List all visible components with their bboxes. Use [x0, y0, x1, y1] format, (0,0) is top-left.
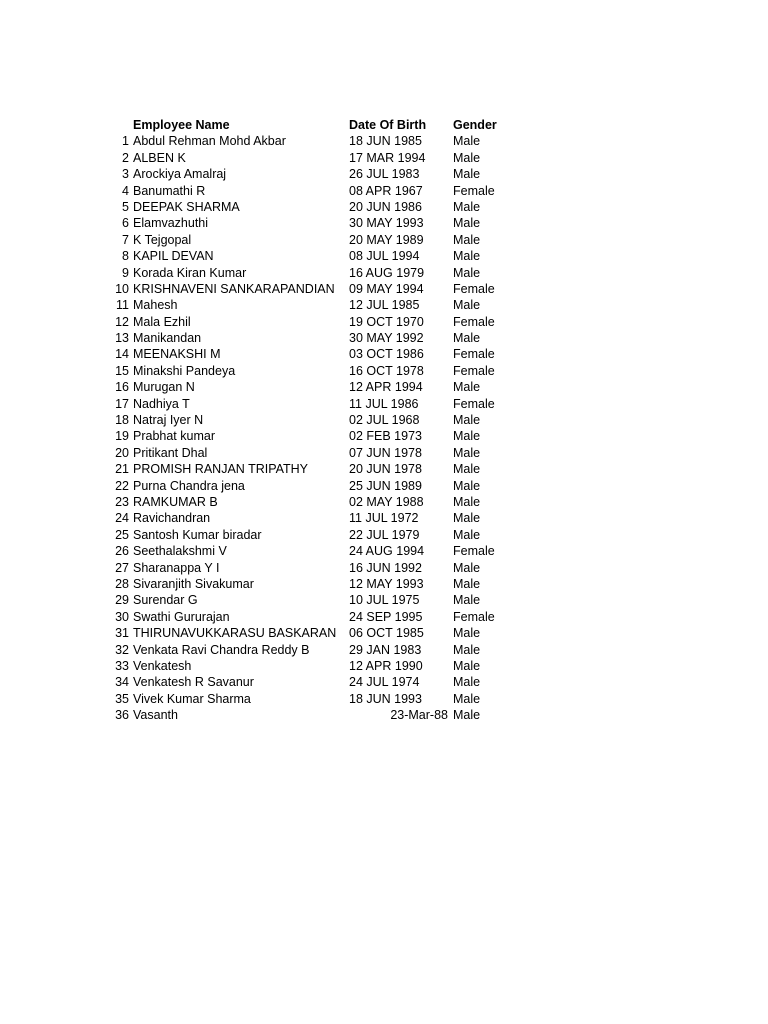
row-number: 19 [115, 429, 129, 444]
row-number: 32 [115, 642, 129, 657]
gender-cell: Male [453, 658, 481, 673]
table-row [104, 428, 524, 444]
employee-name-cell: ALBEN K [133, 150, 186, 165]
gender-cell: Male [453, 249, 481, 264]
table-row [104, 412, 524, 428]
employee-name-cell: Banumathi R [133, 183, 206, 198]
table-row [104, 183, 524, 199]
table-row [104, 330, 524, 346]
gender-cell: Male [453, 708, 481, 723]
employee-name-cell: Elamvazhuthi [133, 216, 209, 231]
gender-cell: Male [453, 691, 481, 706]
employee-name-cell: K Tejgopal [133, 232, 192, 247]
employee-name-cell: MEENAKSHI M [133, 347, 221, 362]
date-of-birth-cell: 24 AUG 1994 [349, 544, 425, 559]
table-row [104, 379, 524, 395]
date-of-birth-cell: 24 JUL 1974 [349, 675, 420, 690]
date-of-birth-cell: 12 APR 1990 [349, 658, 423, 673]
gender-cell: Female [453, 396, 495, 411]
table-row [104, 199, 524, 215]
table-row [104, 674, 524, 690]
date-of-birth-cell: 08 JUL 1994 [349, 249, 420, 264]
employee-name-cell: Venkata Ravi Chandra Reddy B [133, 642, 310, 657]
date-of-birth-cell: 06 OCT 1985 [349, 626, 424, 641]
gender-cell: Male [453, 413, 481, 428]
gender-cell: Male [453, 445, 481, 460]
table-row [104, 543, 524, 559]
employee-name-cell: Ravichandran [133, 511, 211, 526]
table-row [104, 707, 524, 723]
table-row [104, 461, 524, 477]
row-number: 15 [115, 363, 129, 378]
table-body [104, 133, 524, 723]
employee-name-cell: RAMKUMAR B [133, 494, 218, 509]
employee-name-cell: Nadhiya T [133, 396, 190, 411]
employee-name-cell: Venkatesh R Savanur [133, 675, 254, 690]
table-header-row [104, 117, 524, 133]
row-number: 21 [115, 462, 129, 477]
date-of-birth-cell: 08 APR 1967 [349, 183, 423, 198]
gender-cell: Male [453, 380, 481, 395]
table-row [104, 346, 524, 362]
table-row [104, 150, 524, 166]
employee-name-cell: Manikandan [133, 331, 202, 346]
gender-cell: Male [453, 265, 481, 280]
gender-cell: Male [453, 527, 481, 542]
date-of-birth-cell: 29 JAN 1983 [349, 642, 422, 657]
row-number: 18 [115, 413, 129, 428]
table-row [104, 314, 524, 330]
employee-name-cell: PROMISH RANJAN TRIPATHY [133, 462, 309, 477]
date-of-birth-cell: 25 JUN 1989 [349, 478, 422, 493]
row-number: 7 [122, 232, 129, 247]
row-number: 31 [115, 626, 129, 641]
table-row [104, 592, 524, 608]
date-of-birth-cell: 02 MAY 1988 [349, 494, 424, 509]
date-of-birth-cell: 03 OCT 1986 [349, 347, 424, 362]
row-number: 4 [122, 183, 129, 198]
date-of-birth-cell: 18 JUN 1993 [349, 691, 422, 706]
date-of-birth-cell: 20 JUN 1978 [349, 462, 422, 477]
employee-name-cell: KAPIL DEVAN [133, 249, 214, 264]
gender-cell: Female [453, 314, 495, 329]
row-number: 2 [122, 150, 129, 165]
gender-cell: Male [453, 511, 481, 526]
row-number: 12 [115, 314, 129, 329]
gender-cell: Female [453, 363, 495, 378]
employee-name-cell: THIRUNAVUKKARASU BASKARAN [133, 626, 337, 641]
date-of-birth-cell: 22 JUL 1979 [349, 527, 420, 542]
date-of-birth-cell: 02 JUL 1968 [349, 413, 420, 428]
employee-table [104, 117, 524, 723]
table-row [104, 494, 524, 510]
row-number: 9 [122, 265, 129, 280]
table-row [104, 691, 524, 707]
gender-cell: Male [453, 576, 481, 591]
row-number: 11 [116, 298, 129, 313]
employee-name-cell: Murugan N [133, 380, 195, 395]
table-row [104, 265, 524, 281]
table-row [104, 363, 524, 379]
row-number: 1 [122, 134, 129, 149]
date-of-birth-cell: 11 JUL 1972 [349, 511, 419, 526]
gender-cell: Male [453, 462, 481, 477]
row-number: 24 [115, 511, 129, 526]
gender-cell: Male [453, 560, 481, 575]
employee-name-cell: Sivaranjith Sivakumar [133, 576, 254, 591]
row-number: 23 [115, 494, 129, 509]
employee-name-cell: Seethalakshmi V [133, 544, 227, 559]
row-number: 8 [122, 249, 129, 264]
employee-name-cell: Swathi Gururajan [133, 609, 230, 624]
row-number: 33 [115, 658, 129, 673]
table-row [104, 396, 524, 412]
employee-name-cell: Vasanth [133, 708, 178, 723]
gender-cell: Female [453, 347, 495, 362]
employee-name-cell: Surendar G [133, 593, 198, 608]
gender-cell: Male [453, 626, 481, 641]
row-number: 36 [115, 708, 129, 723]
employee-name-cell: Mahesh [133, 298, 178, 313]
table-row [104, 625, 524, 641]
gender-cell: Male [453, 593, 481, 608]
gender-cell: Female [453, 183, 495, 198]
date-of-birth-cell: 17 MAR 1994 [349, 150, 426, 165]
row-number: 16 [115, 380, 129, 395]
gender-cell: Male [453, 478, 481, 493]
employee-name-cell: Prabhat kumar [133, 429, 215, 444]
employee-name-cell: Venkatesh [133, 658, 192, 673]
gender-cell: Male [453, 298, 481, 313]
employee-name-cell: Mala Ezhil [133, 314, 191, 329]
employee-name-cell: Korada Kiran Kumar [133, 265, 247, 280]
employee-name-cell: DEEPAK SHARMA [133, 199, 240, 214]
gender-cell: Male [453, 150, 481, 165]
header-date-of-birth: Date Of Birth [349, 118, 427, 132]
date-of-birth-cell: 02 FEB 1973 [349, 429, 422, 444]
row-number: 5 [122, 199, 129, 214]
row-number: 30 [115, 609, 129, 624]
date-of-birth-cell: 12 JUL 1985 [349, 298, 420, 313]
row-number: 3 [122, 167, 129, 182]
gender-cell: Male [453, 675, 481, 690]
employee-name-cell: Pritikant Dhal [133, 445, 208, 460]
table-row [104, 215, 524, 231]
employee-name-cell: Arockiya Amalraj [133, 167, 227, 182]
row-number: 28 [115, 576, 129, 591]
date-of-birth-cell: 09 MAY 1994 [349, 281, 424, 296]
gender-cell: Female [453, 281, 495, 296]
gender-cell: Male [453, 199, 481, 214]
header-gender: Gender [453, 118, 497, 132]
table-row [104, 281, 524, 297]
table-row [104, 133, 524, 149]
table-row [104, 609, 524, 625]
date-of-birth-cell: 30 MAY 1993 [349, 216, 424, 231]
row-number: 25 [115, 527, 129, 542]
date-of-birth-cell: 16 OCT 1978 [349, 363, 424, 378]
row-number: 10 [115, 281, 129, 296]
row-number: 35 [115, 691, 129, 706]
date-of-birth-cell: 26 JUL 1983 [349, 167, 420, 182]
employee-name-cell: Purna Chandra jena [133, 478, 245, 493]
gender-cell: Male [453, 232, 481, 247]
row-number: 34 [115, 675, 129, 690]
table-row [104, 658, 524, 674]
row-number: 17 [115, 396, 129, 411]
gender-cell: Male [453, 429, 481, 444]
date-of-birth-cell: 11 JUL 1986 [349, 396, 419, 411]
date-of-birth-cell: 23-Mar-88 [390, 708, 448, 723]
row-number: 14 [115, 347, 129, 362]
employee-name-cell: Vivek Kumar Sharma [133, 691, 251, 706]
date-of-birth-cell: 19 OCT 1970 [349, 314, 424, 329]
gender-cell: Male [453, 167, 481, 182]
row-number: 6 [122, 216, 129, 231]
gender-cell: Male [453, 494, 481, 509]
table-row [104, 445, 524, 461]
table-row [104, 478, 524, 494]
table-row [104, 248, 524, 264]
employee-name-cell: Minakshi Pandeya [133, 363, 236, 378]
date-of-birth-cell: 20 MAY 1989 [349, 232, 424, 247]
gender-cell: Male [453, 331, 481, 346]
table-row [104, 297, 524, 313]
gender-cell: Male [453, 216, 481, 231]
gender-cell: Female [453, 544, 495, 559]
table-row [104, 166, 524, 182]
date-of-birth-cell: 18 JUN 1985 [349, 134, 422, 149]
table-row [104, 527, 524, 543]
employee-name-cell: Abdul Rehman Mohd Akbar [133, 134, 286, 149]
employee-name-cell: KRISHNAVENI SANKARAPANDIAN [133, 281, 335, 296]
gender-cell: Female [453, 609, 495, 624]
table-row [104, 576, 524, 592]
table-row [104, 560, 524, 576]
row-number: 13 [115, 331, 129, 346]
employee-name-cell: Santosh Kumar biradar [133, 527, 262, 542]
employee-name-cell: Natraj Iyer N [133, 413, 204, 428]
row-number: 20 [115, 445, 129, 460]
row-number: 26 [115, 544, 129, 559]
date-of-birth-cell: 30 MAY 1992 [349, 331, 424, 346]
date-of-birth-cell: 16 AUG 1979 [349, 265, 425, 280]
date-of-birth-cell: 12 MAY 1993 [349, 576, 424, 591]
row-number: 27 [115, 560, 129, 575]
date-of-birth-cell: 07 JUN 1978 [349, 445, 422, 460]
date-of-birth-cell: 12 APR 1994 [349, 380, 423, 395]
employee-name-cell: Sharanappa Y I [133, 560, 220, 575]
row-number: 29 [115, 593, 129, 608]
date-of-birth-cell: 16 JUN 1992 [349, 560, 422, 575]
table-row [104, 510, 524, 526]
date-of-birth-cell: 24 SEP 1995 [349, 609, 423, 624]
table-row [104, 642, 524, 658]
gender-cell: Male [453, 134, 481, 149]
date-of-birth-cell: 20 JUN 1986 [349, 199, 422, 214]
header-employee-name: Employee Name [133, 118, 230, 132]
table-row [104, 232, 524, 248]
date-of-birth-cell: 10 JUL 1975 [349, 593, 420, 608]
gender-cell: Male [453, 642, 481, 657]
row-number: 22 [115, 478, 129, 493]
